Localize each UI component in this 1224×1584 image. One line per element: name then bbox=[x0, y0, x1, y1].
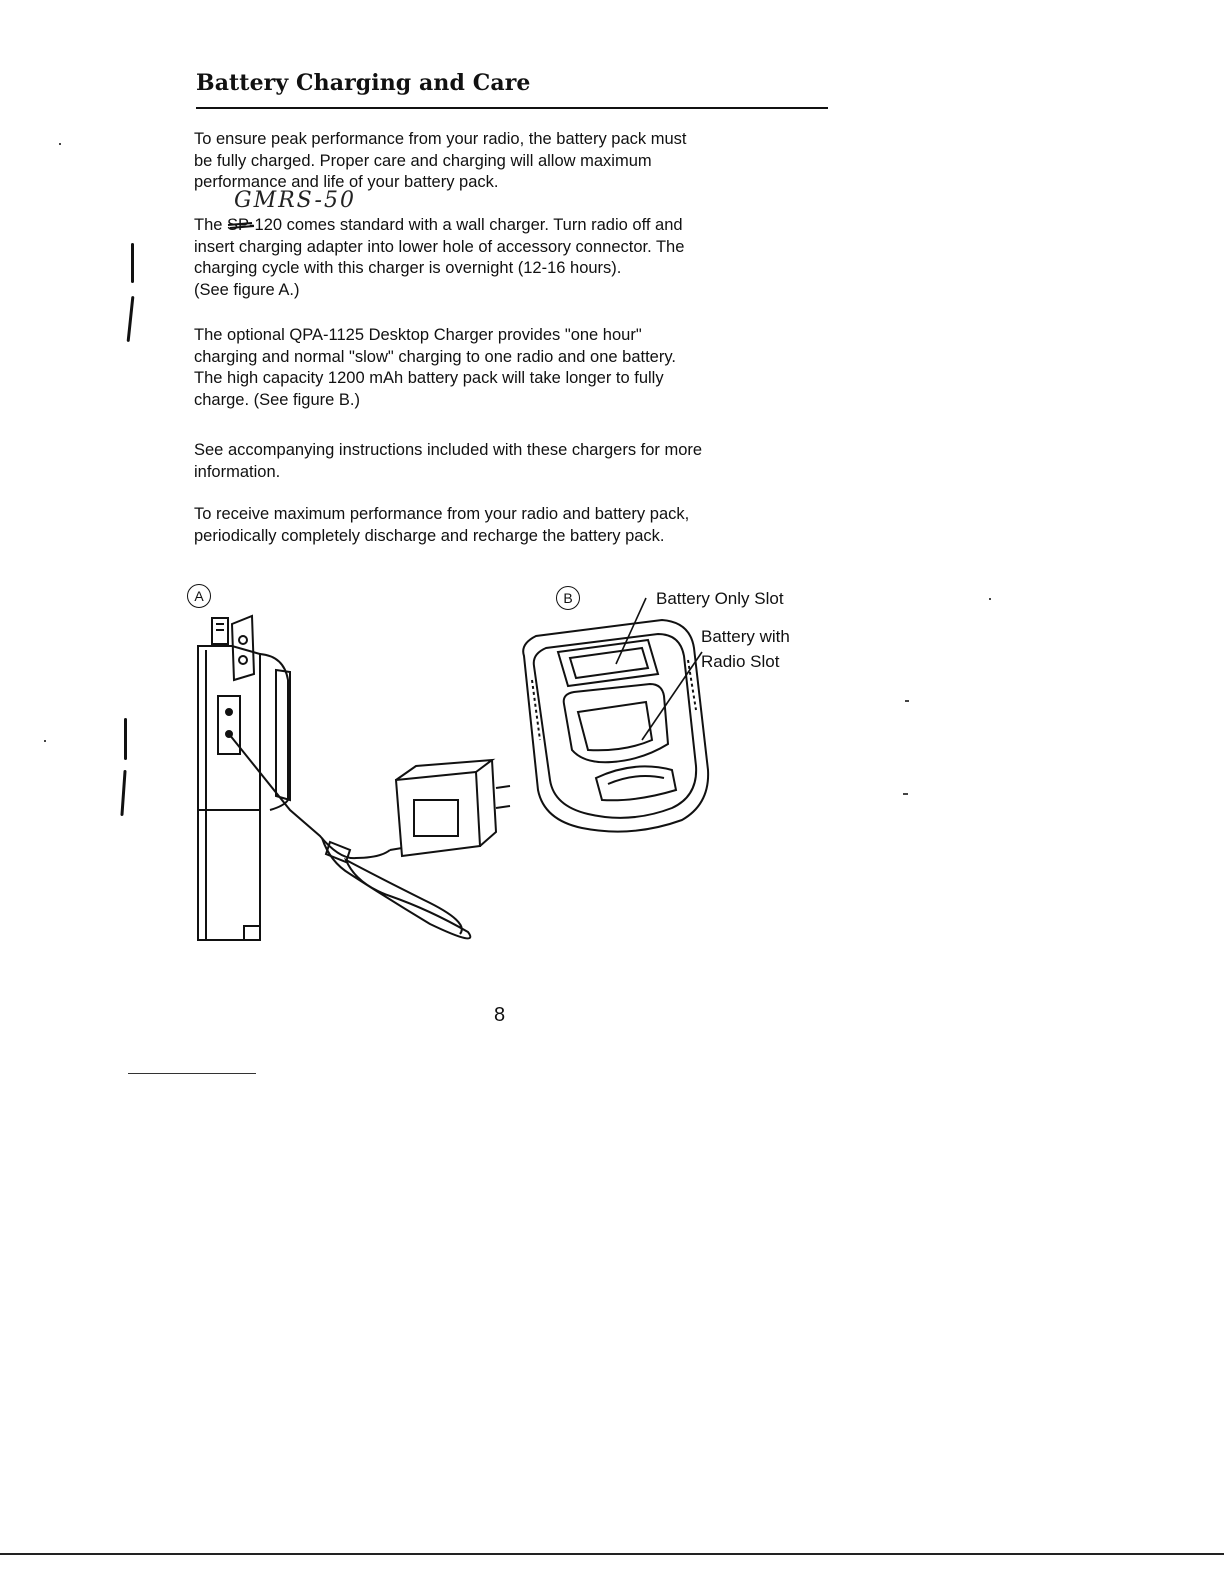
text-line: See accompanying instructions included with these chargers for more bbox=[194, 441, 703, 459]
text-line: be fully charged. Proper care and charging will allow maximum bbox=[194, 151, 652, 170]
page-number: 8 bbox=[494, 1004, 506, 1026]
text-line: The optional QPA-1125 Desktop Charger provides "one hour" bbox=[194, 326, 642, 344]
margin-change-bar bbox=[127, 296, 135, 342]
paragraph-desktop-charger bbox=[194, 325, 814, 411]
handwritten-annotation: GMRS-50 bbox=[234, 188, 356, 213]
scan-speck bbox=[44, 740, 46, 742]
text-line: To ensure peak performance from your radio, the battery pack must bbox=[194, 130, 687, 148]
text-line: charging and normal "slow" charging to one radio and one battery. bbox=[194, 347, 676, 366]
text-line: The high capacity 1200 mAh battery pack will take longer to fully bbox=[194, 369, 664, 387]
figure-b-desktop-charger bbox=[512, 600, 742, 840]
scan-speck bbox=[59, 143, 61, 145]
margin-change-bar bbox=[131, 243, 134, 283]
text-line: To receive maximum performance from your radio and battery pack, bbox=[194, 505, 690, 523]
callout-line: Radio Slot bbox=[701, 652, 780, 671]
figure-a-radio-wall-charger bbox=[180, 610, 500, 950]
scan-bottom-edge bbox=[0, 1553, 1224, 1555]
text-line: The SP-120 comes standard with a wall charger. Turn radio off and bbox=[194, 216, 683, 234]
scan-speck bbox=[903, 793, 908, 795]
callout-leader-lines bbox=[616, 598, 702, 740]
scan-speck bbox=[989, 598, 991, 600]
section-heading: Battery Charging and Care bbox=[196, 70, 531, 96]
text-line: (See figure A.) bbox=[194, 280, 300, 299]
paragraph-wall-charger bbox=[194, 215, 814, 301]
text-line: charge. (See figure B.) bbox=[194, 390, 360, 409]
desktop-charger-illustration bbox=[523, 620, 708, 832]
margin-change-bar bbox=[124, 718, 127, 760]
paragraph-peak-performance bbox=[194, 129, 814, 194]
scan-speck bbox=[905, 700, 909, 702]
figure-b-label: B bbox=[556, 586, 580, 610]
paragraph-instructions bbox=[194, 440, 814, 483]
radio-illustration bbox=[198, 616, 290, 940]
text-line: charging cycle with this charger is overnight (12-16 hours). bbox=[194, 259, 622, 277]
text-line: insert charging adapter into lower hole of accessory connector. The bbox=[194, 237, 685, 256]
figure-a-label: A bbox=[187, 584, 211, 608]
callout-line: Battery with bbox=[701, 627, 790, 646]
text-line: periodically completely discharge and recharge the battery pack. bbox=[194, 526, 665, 545]
wall-adapter-illustration bbox=[390, 760, 510, 856]
heading-underline bbox=[196, 107, 828, 109]
text-line: information. bbox=[194, 462, 281, 481]
margin-change-bar bbox=[120, 770, 126, 816]
paragraph-discharge bbox=[194, 504, 814, 547]
text-line: performance and life of your battery pack. bbox=[194, 173, 499, 191]
footer-short-rule bbox=[128, 1073, 256, 1074]
callout-battery-only-slot: Battery Only Slot bbox=[656, 589, 784, 608]
